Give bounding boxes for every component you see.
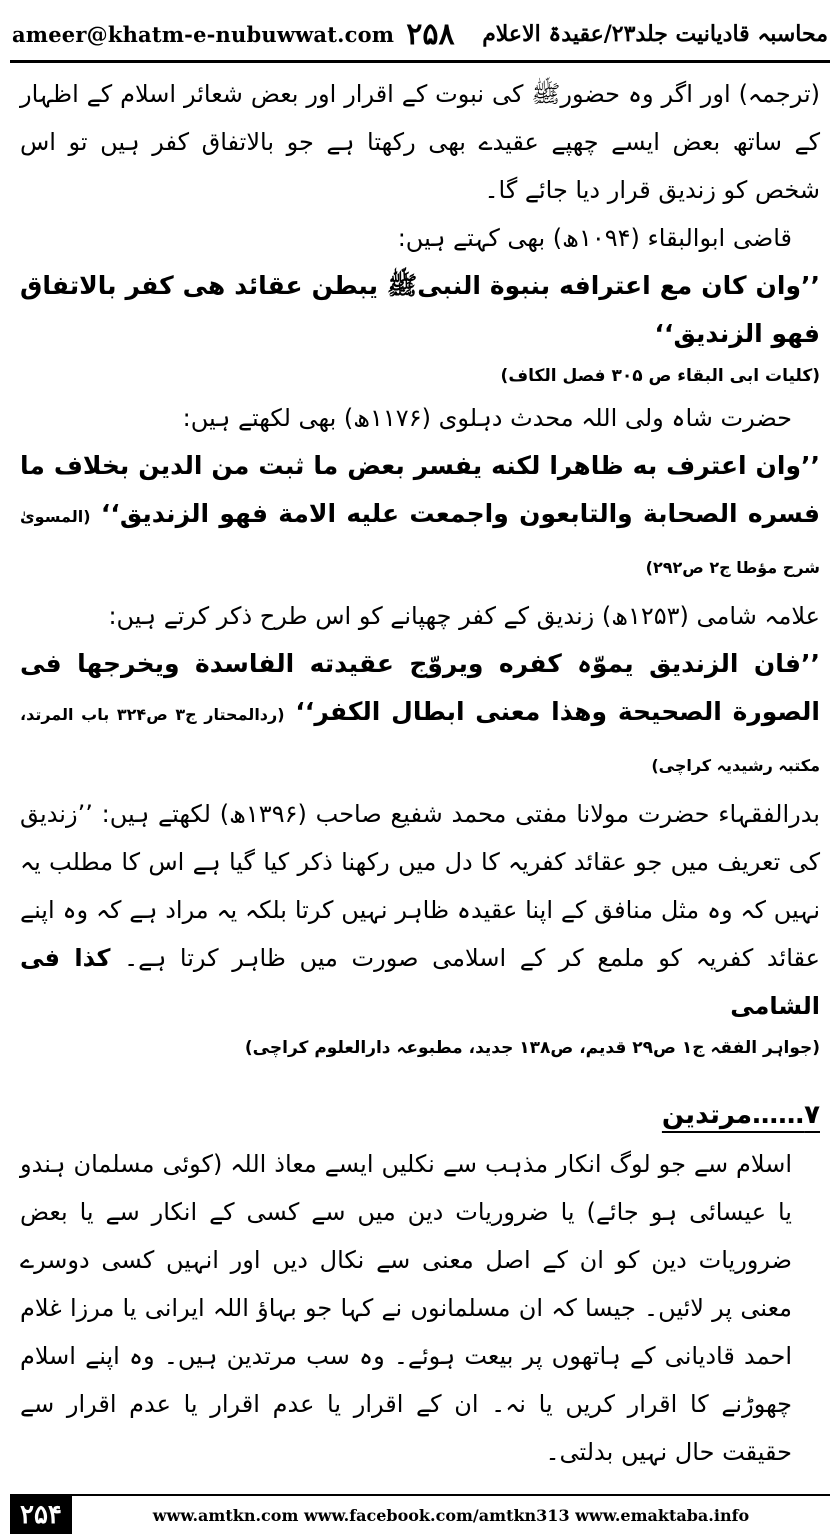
reference-raddul-muhtar: (ردالمحتار ج۳ ص۳۲۴ باب المرتد، مکتبہ رشیدیہ کراچی) xyxy=(20,705,820,775)
paragraph-mufti-shafi-text: بدرالفقہاء حضرت مولانا مفتی محمد شفیع صاحب (۱۳۹۶ھ) لکھتے ہیں: ’’زندیق کی تعریف میں جو عقائد کفریہ کا دل میں رکھنا ذکر کیا گیا ہے اس کا مطلب یہ نہیں کہ وہ مثل منافق کے اپنا عقیدہ ظاہر نہیں کرتا بلکہ یہ مراد ہے کہ وہ اپنے عقائد کفریہ کو ملمع کر کے اسلامی صورت میں ظاہر کرتا ہے۔ xyxy=(20,800,820,972)
header-email[interactable]: ameer@khatm-e-nubuwwat.com xyxy=(12,21,395,47)
header-page-number: ۲۵۸ xyxy=(406,16,455,52)
page-body xyxy=(20,70,820,1476)
section-heading-murtaddeen: ۷……مرتدین xyxy=(661,1100,820,1130)
arabic-quote-raddul-muhtar-text: ’’فان الزندیق یموّہ کفره ویروّج عقیدته الفاسدة ویخرجها فی الصورة الصحیحة وهذا معنی ابطال الکفر‘‘ xyxy=(20,649,821,726)
arabic-quote-musawwa xyxy=(20,442,820,592)
arabic-quote-kulliyat: ’’وان کان مع اعترافه بنبوة النبیﷺ یبطن عقائد هی کفر بالاتفاق فهو الزندیق‘‘ xyxy=(20,271,820,348)
paragraph-translation: (ترجمہ) اور اگر وہ حضورﷺ کی نبوت کے اقرار اور بعض شعائر اسلام کے اظہار کے ساتھ بعض ایسے چھپے عقیدے بھی رکھتا ہے جو بالاتفاق کفر ہیں تو اس شخص کو زندیق قرار دیا جائے گا۔ xyxy=(20,80,820,204)
reference-jawahir-ul-fiqh: (جواہر الفقہ ج۱ ص۲۹ قدیم، ص۱۳۸ جدید، مطبوعہ دارالعلوم کراچی) xyxy=(244,1038,820,1058)
footer-links[interactable]: www.amtkn.com www.facebook.com/amtkn313 www.emaktaba.info xyxy=(152,1505,750,1525)
reference-musawwa: (المسویٰ شرح مؤطا ج۲ ص۲۹۲) xyxy=(20,507,820,577)
kaza-fish-shami: کذا فی الشامی xyxy=(20,944,820,1020)
header-divider xyxy=(10,60,830,63)
footer-page-number: ۲۵۴ xyxy=(10,1496,72,1534)
arabic-quote-musawwa-text: ’’وان اعترف به ظاهرا لکنه یفسر بعض ما ثبت من الدین بخلاف ما فسره الصحابة والتابعون واجمعت علیه الامة فهو الزندیق‘‘ xyxy=(20,451,820,528)
paragraph-shami-intro: علامہ شامی (۱۲۵۳ھ) زندیق کے کفر چھپانے کو اس طرح ذکر کرتے ہیں: xyxy=(108,602,820,630)
page-header xyxy=(12,14,828,54)
paragraph-mufti-shafi xyxy=(20,790,820,1030)
page-footer xyxy=(10,1494,830,1534)
paragraph-qazi-intro: قاضی ابوالبقاء (۱۰۹۴ھ) بھی کہتے ہیں: xyxy=(397,224,792,252)
reference-kulliyat: (کلیات ابی البقاء ص ۳۰۵ فصل الکاف) xyxy=(500,366,820,386)
arabic-quote-raddul-muhtar xyxy=(20,640,820,790)
paragraph-murtaddeen: اسلام سے جو لوگ انکار مذہب سے نکلیں ایسے معاذ اللہ (کوئی مسلمان ہندو یا عیسائی ہو جائے) یا ضروریات دین میں سے کسی کے انکار سے یا بعض ضروریات دین کو ان کے اصل معنی سے نکال دیں اور انہیں کسی دوسرے معنی پر لائیں۔ جیسا کہ ان مسلمانوں نے کہا جو بہاؤ اللہ ایرانی یا مرزا غلام احمد قادیانی کے ہاتھوں پر بیعت ہوئے۔ وہ سب مرتدین ہیں۔ وہ اپنے اسلام چھوڑنے کا اقرار کریں یا نہ۔ ان کے اقرار یا عدم اقرار یا عدم اقرار سے حقیقت حال نہیں بدلتی۔ xyxy=(20,1150,792,1466)
header-title: محاسبہ قادیانیت جلد۲۳/عقیدۃ الاعلام xyxy=(482,21,828,47)
header-left xyxy=(12,17,455,52)
paragraph-shah-waliullah-intro: حضرت شاہ ولی اللہ محدث دہلوی (۱۱۷۶ھ) بھی لکھتے ہیں: xyxy=(182,404,792,432)
